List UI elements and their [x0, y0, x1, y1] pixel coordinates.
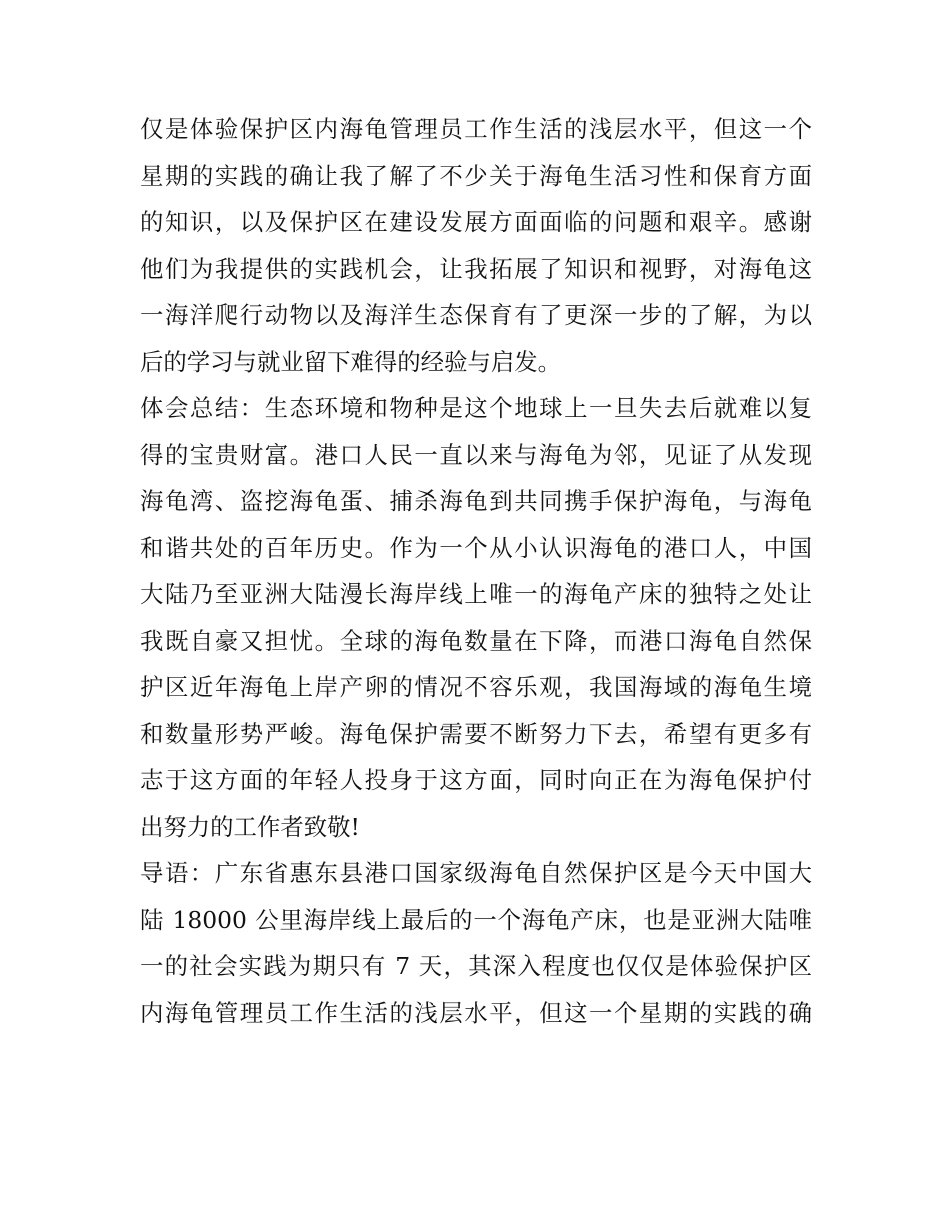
text-line: 得的宝贵财富。港口人民一直以来与海龟为邻，见证了从发现 — [140, 440, 812, 469]
text-line: 的知识，以及保护区在建设发展方面面临的问题和艰辛。感谢 — [140, 208, 812, 236]
text-line: 星期的实践的确让我了解了不少关于海龟生活习性和保育方面 — [140, 161, 812, 190]
text-line: 我既自豪又担忧。全球的海龟数量在下降，而港口海龟自然保 — [140, 626, 812, 655]
text-line: 志于这方面的年轻人投身于这方面，同时向正在为海龟保护付 — [140, 766, 812, 794]
text-line: 内海龟管理员工作生活的浅层水平，但这一个星期的实践的确 — [140, 998, 812, 1027]
text-line: 体会总结：生态环境和物种是这个地球上一旦失去后就难以复 — [140, 394, 812, 422]
text-line: 一的社会实践为期只有 7 天，其深入程度也仅仅是体验保护区 — [140, 952, 812, 980]
text-line: 他们为我提供的实践机会，让我拓展了知识和视野，对海龟这 — [140, 254, 812, 283]
text-line: 出努力的工作者致敬! — [140, 812, 360, 841]
text-line: 后的学习与就业留下难得的经验与启发。 — [140, 347, 562, 376]
text-line: 陆 18000 公里海岸线上最后的一个海龟产床，也是亚洲大陆唯 — [140, 905, 812, 934]
text-line: 仅是体验保护区内海龟管理员工作生活的浅层水平，但这一个 — [140, 115, 812, 143]
text-line: 海龟湾、盗挖海龟蛋、捕杀海龟到共同携手保护海龟，与海龟 — [140, 487, 812, 515]
text-line: 和数量形势严峻。海龟保护需要不断努力下去，希望有更多有 — [140, 719, 812, 748]
text-line: 大陆乃至亚洲大陆漫长海岸线上唯一的海龟产床的独特之处让 — [140, 580, 812, 608]
body-text — [140, 106, 812, 1036]
text-line: 护区近年海龟上岸产卵的情况不容乐观，我国海域的海龟生境 — [140, 673, 812, 701]
text-line: 和谐共处的百年历史。作为一个从小认识海龟的港口人，中国 — [140, 533, 812, 562]
text-line: 一海洋爬行动物以及海洋生态保育有了更深一步的了解，为以 — [140, 301, 812, 329]
text-line: 导语：广东省惠东县港口国家级海龟自然保护区是今天中国大 — [140, 859, 812, 887]
